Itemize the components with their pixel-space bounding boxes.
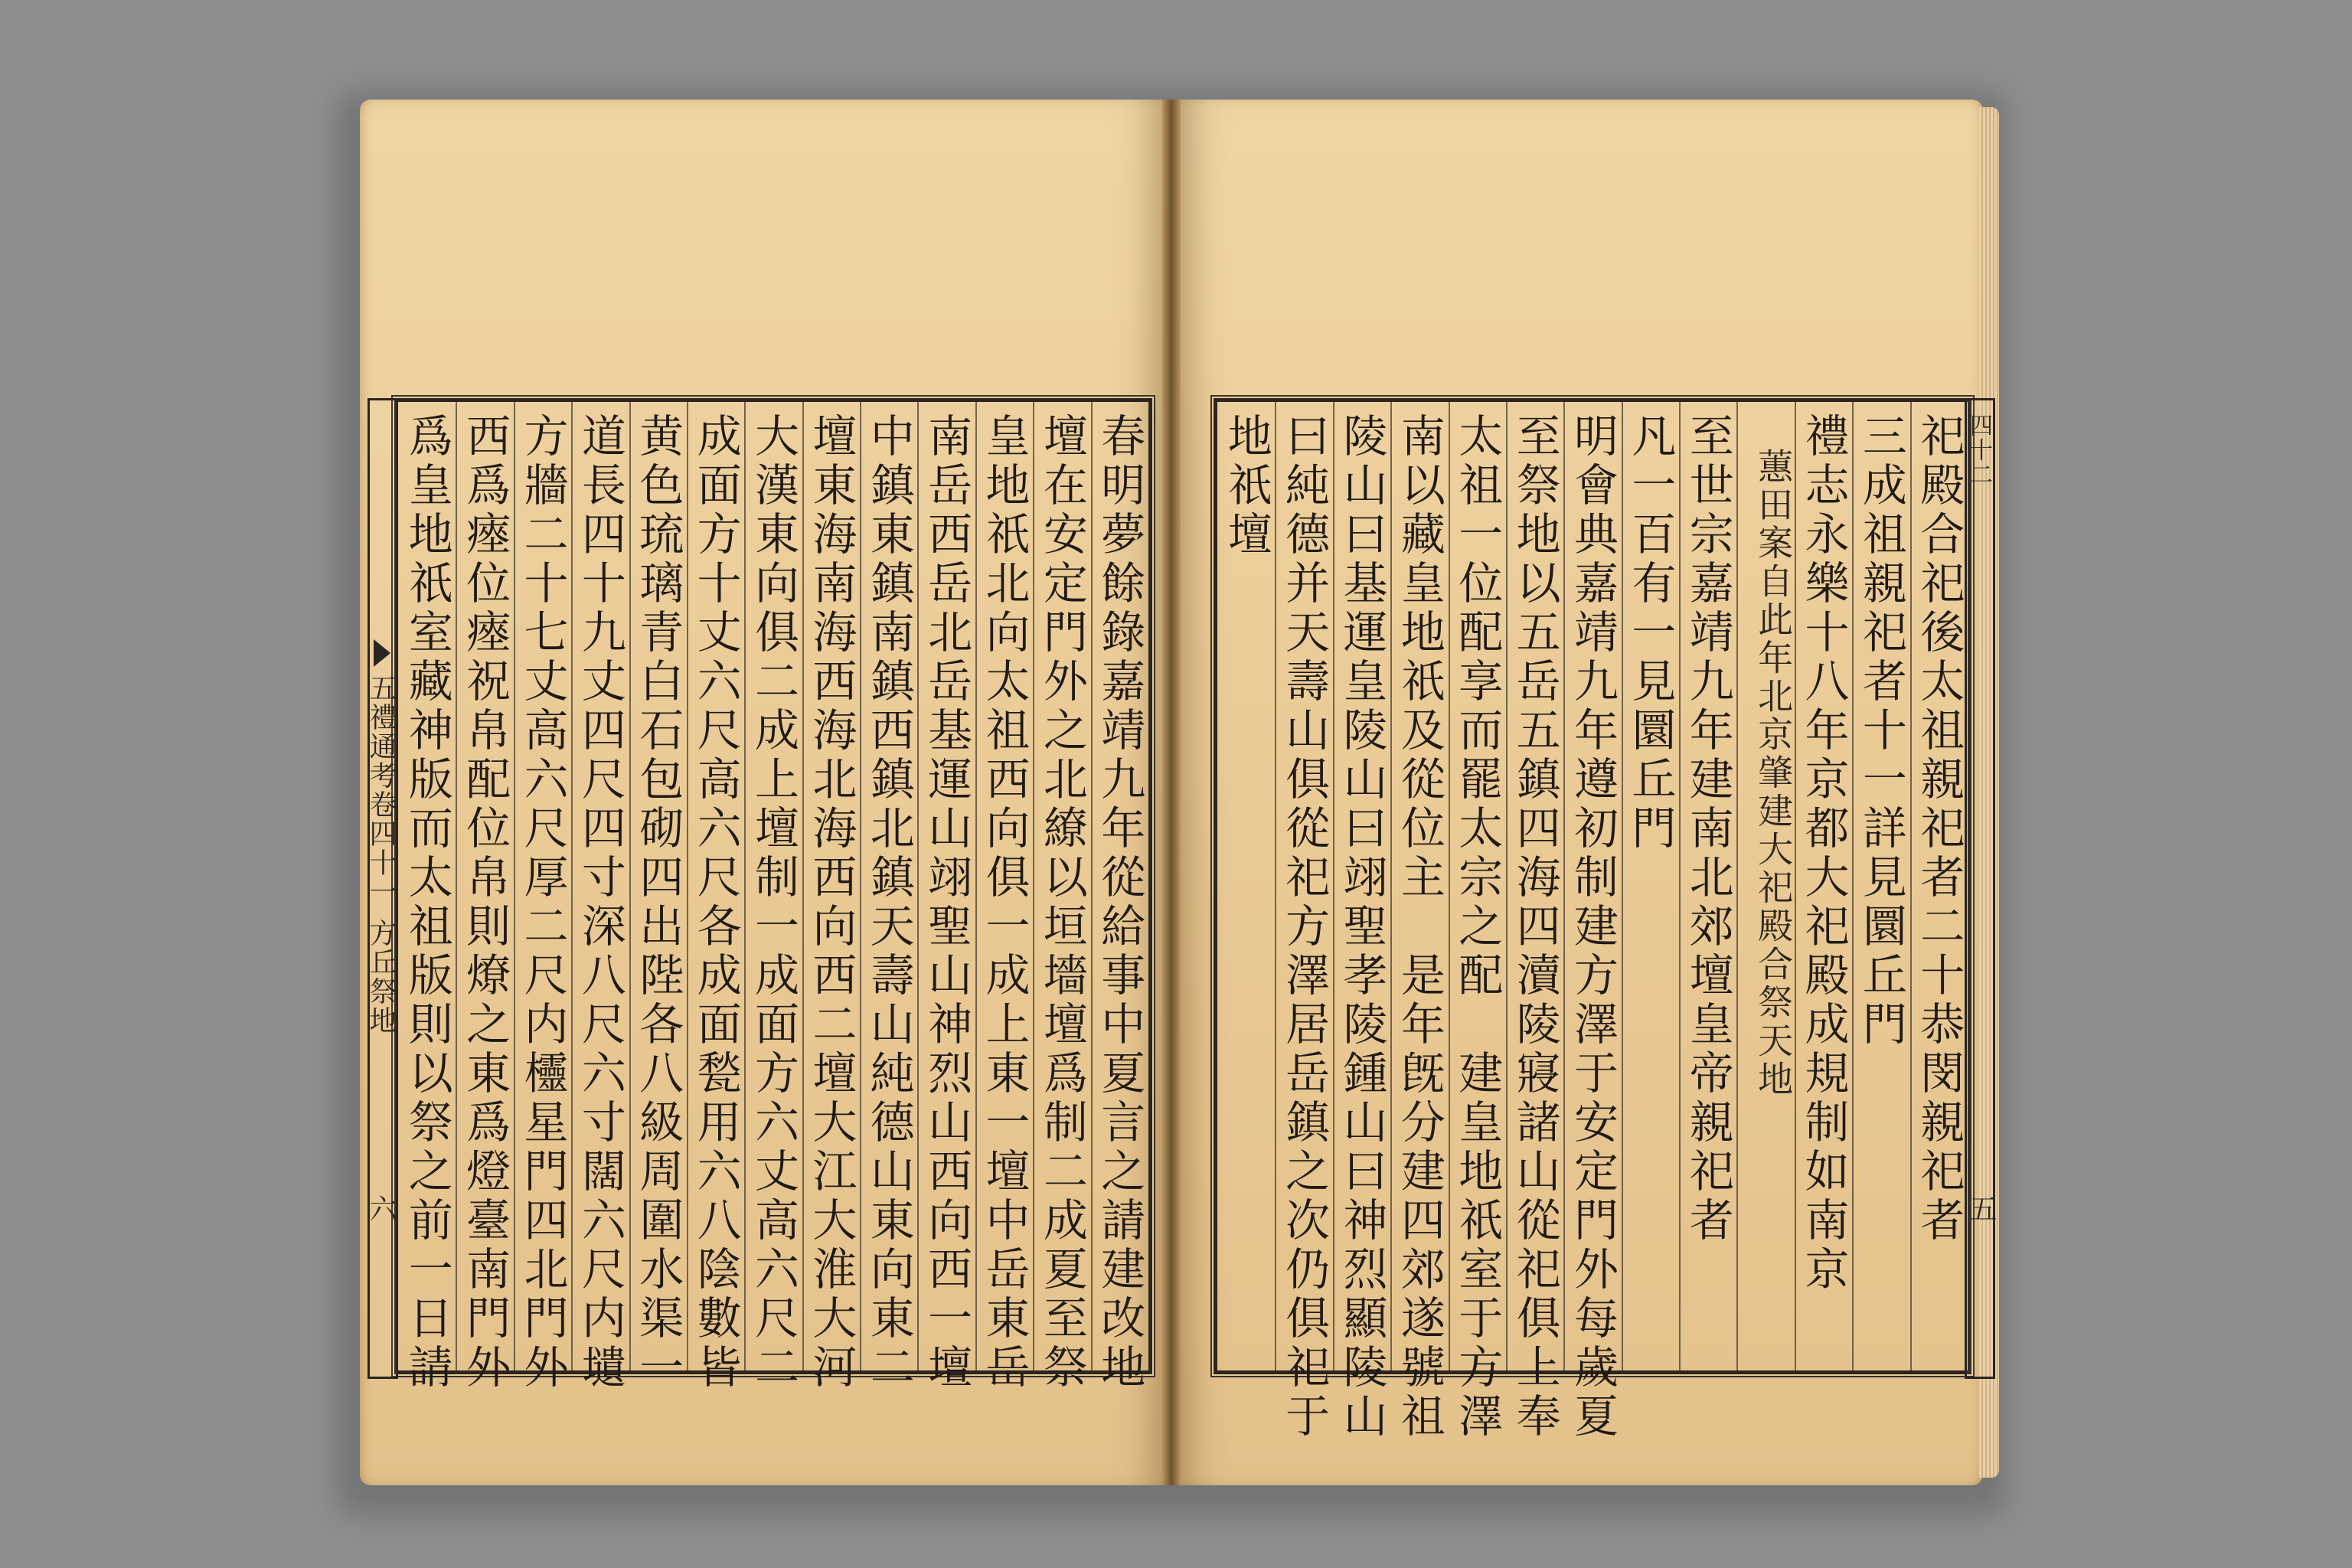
right-text-column: 至世宗嘉靖九年建南北郊壇皇帝親祀者 [1681,413,1734,1246]
right-text-column: 蕙田案自此年北京肇建大祀殿合祭天地 [1753,448,1795,1099]
right-text-frame [1214,398,1971,1442]
left-text-frame [394,398,1152,1393]
left-text-column: 西爲瘞位瘞祝帛配位帛則燎之東爲燈臺南門外 [459,413,511,1393]
book-gutter [1162,100,1181,1485]
left-text-column: 中鎮東鎮南鎮西鎮北鎮天壽山純德山東向東二 [862,413,915,1393]
left-text-column: 黄色琉璃青白石包砌四出陛各八級周圍水渠一 [632,413,684,1393]
left-margin-page: 六 [365,1194,397,1223]
right-margin-page: 五 [1965,1194,1997,1223]
left-text-column: 方牆二十七丈高六尺厚二尺内欞星門四北門外 [516,413,569,1393]
left-text-column: 南岳西岳北岳基運山翊聖山神烈山西向西一壇 [920,413,973,1393]
left-text-column: 成面方十丈六尺高六尺各成面甃用六八陰數皆 [689,413,742,1393]
right-text-column: 南以藏皇地祇及從位主 是年旣分建四郊遂號祖 [1393,413,1446,1442]
left-margin-title: 五禮通考卷四十一 [365,674,397,906]
right-text-column: 三成祖親祀者十一詳見圜丘門 [1854,413,1907,1050]
right-margin-strip [1965,398,1995,1379]
right-text-column: 地祇壇 [1220,413,1272,560]
left-text-column: 春明夢餘錄嘉靖九年從給事中夏言之請建改地 [1093,413,1146,1393]
right-text-column: 至祭地以五岳五鎮四海四瀆陵寢諸山從祀俱上奉 [1508,413,1561,1442]
left-text-column: 大漢東向俱二成上壇制一成面方六丈高六尺二 [747,413,799,1393]
left-text-column: 皇地祇北向太祖西向俱一成上東一壇中岳東岳 [978,413,1031,1393]
right-margin-top: 四十二 [1965,413,1992,487]
right-text-column: 曰純德并天壽山俱從祀方澤居岳鎮之次仍俱祀于 [1278,413,1331,1442]
left-text-column: 壇在安定門外之北繚以垣墻壇爲制二成夏至祭 [1035,413,1088,1393]
left-margin-section: 方丘祭地 [365,919,397,1035]
left-text-column: 爲皇地祇室藏神版而太祖版則以祭之前一日請 [400,413,453,1393]
fishtail-mark [374,639,390,667]
left-text-column: 壇東海南海西海北海西向西二壇大江大淮大河 [805,413,858,1393]
right-text-column: 祀殿合祀後太祖親祀者二十恭閔親祀者 [1913,413,1965,1246]
right-text-column: 明會典嘉靖九年遵初制建方澤于安定門外每歲夏 [1566,413,1619,1442]
right-text-column: 太祖一位配享而罷太宗之配 建皇地祇室于方澤 [1451,413,1504,1442]
right-text-column: 禮志永樂十八年京都大祀殿成規制如南京 [1797,413,1850,1295]
left-text-column: 道長四十九丈四尺四寸深八尺六寸闊六尺内壝 [573,413,626,1393]
right-text-column: 凡一百有一見圜丘門 [1624,413,1677,854]
right-text-column: 陵山曰基運皇陵山曰翊聖孝陵鍾山曰神烈顯陵山 [1335,413,1388,1442]
